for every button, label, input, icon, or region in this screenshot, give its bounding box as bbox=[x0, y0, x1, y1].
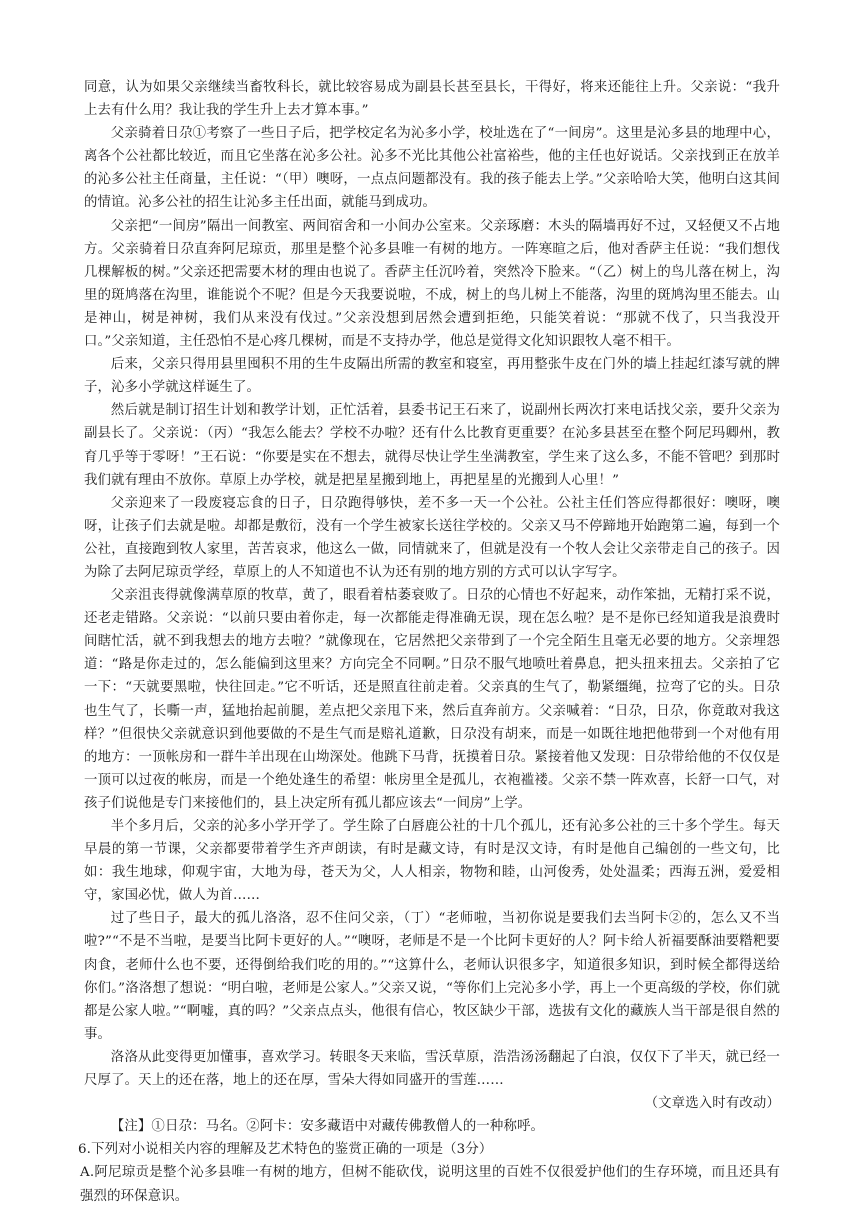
paragraph-7: 父亲沮丧得就像满草原的牧草，黄了，眼看着枯萎衰败了。日尕的心情也不好起来，动作笨拙，无精打采不说，还老走错路。父亲说：“以前只要由着你走，每一次都能走得准确无误，现在怎么啦？是不是你已经知道我是浪费时间瞎忙活，就不到我想去的地方去啦？”就像现在，它居然把父亲带到了一个完全陌生且毫无必要的地方。父亲埋怨道：“路是你走过的，怎么能偏到这里来？方向完全不同啊。”日尕不服气地喷吐着鼻息，把头扭来扭去。父亲拍了它一下：“天就要黑啦，快往回走。”它不听话，还是照直往前走着。父亲真的生气了，勒紧缰绳，拉弯了它的头。日尕也生气了，长嘶一声，猛地抬起前腿，差点把父亲甩下来，然后直奔前方。父亲喊着：“日尕，日尕，你竟敢对我这样？”但很快父亲就意识到他要做的不是生气而是赔礼道歉，日尕没有胡来，而是一如既往地把他带到一个对他有用的地方：一顶帐房和一群牛羊出现在山坳深处。他跳下马背，抚摸着日尕。紧接着他又发现：日尕带给他的不仅仅是一顶可以过夜的帐房，而是一个绝处逢生的希望：帐房里全是孤儿，衣袍褴褛。父亲不禁一阵欢喜，长舒一口气，对孩子们说他是专门来接他们的，县上决定所有孤儿都应该去“一间房”上学。 bbox=[84, 588, 780, 811]
paragraph-10: 洛洛从此变得更加懂事，喜欢学习。转眼冬天来临，雪沃草原，浩浩汤汤翻起了白浪，仅仅下了半天，就已经一尺厚了。天上的还在落，地上的还在厚，雪朵大得如同盛开的雪莲…… bbox=[84, 1049, 780, 1089]
paragraph-9: 过了些日子，最大的孤儿洛洛，忍不住问父亲，（丁）“老师啦，当初你说是要我们去当阿卡②的，怎么又不当啦?”“不是不当啦，是要当比阿卡更好的人。”“噢呀，老师是不是一个比阿卡更好的人？阿卡给人祈福要酥油要糌粑要肉食，老师什么也不要，还得倒给我们吃的用的。”“这算什么，老师认识很多字，知道很多知识，到时候全都得送给你们。”洛洛想了想说：“明白啦，老师是公家人。”父亲又说，“等你们上完沁多小学，再上一个更高级的学校，你们就都是公家人啦。”“啊嘘，真的吗？”父亲点点头，他很有信心，牧区缺少干部，选拔有文化的藏族人当干部是很自然的事。 bbox=[84, 911, 780, 1042]
paragraph-3: 父亲把“一间房”隔出一间教室、两间宿舍和一小间办公室来。父亲琢磨：木头的隔墙再好不过，又轻便又不占地方。父亲骑着日尕直奔阿尼琼贡，那里是整个沁多县唯一有树的地方。一阵寒暄之后，他对香萨主任说：“我们想伐几棵解板的树。”父亲还把需要木材的理由也说了。香萨主任沉吟着，突然冷下脸来。“（乙）树上的鸟儿落在树上，沟里的斑鸠落在沟里，谁能说个不呢？但是今天我要说啦，不成，树上的鸟儿树上不能落，沟里的斑鸠沟里丕能去。山是神山，树是神树，我们从来没有伐过。”父亲没想到居然会遭到拒绝，只能笑着说：“那就不伐了，只当我没开口。”父亲知道，主任恐怕不是心疼几棵树，而是不支持办学，他总是觉得文化知识跟牧人毫不相干。 bbox=[84, 218, 780, 350]
paragraph-5: 然后就是制订招生计划和教学计划，正忙活着，县委书记王石来了，说副州长两次打来电话找父亲，要升父亲为副县长了。父亲说：（丙）“我怎么能去？学校不办啦？还有什么比教育更重要？在沁多县甚至在整个阿尼玛卿州，教育几乎等于零呀！”王石说：“你要是实在不想去，就得尽快让学生坐满教室，学生来了这么多，不能不管吧？到那时我们就有理由不放你。草原上办学校，就是把星星搬到地上，再把星星的光搬到人心里！” bbox=[84, 403, 780, 488]
paragraph-2: 父亲骑着日尕①考察了一些日子后，把学校定名为沁多小学，校址选在了“一间房”。这里是沁多县的地理中心，离各个公社都比较近，而且它坐落在沁多公社。沁多不光比其他公社富裕些，他的主任也好说话。父亲找到正在放羊的沁多公社主任商量，主任说：“（甲）噢呀，一点点问题都没有。我的孩子能去上学。”父亲哈哈大笑，他明白这其间的情谊。沁多公社的招生让沁多主任出面，就能马到成功。 bbox=[84, 126, 780, 211]
option-a: A.阿尼琼贡是整个沁多县唯一有树的地方，但树不能砍伐，说明这里的百姓不仅很爱护他们的生存环境，而且还具有强烈的环保意识。 bbox=[80, 1165, 780, 1204]
source-credit: （文章选入时有改动） bbox=[644, 1096, 780, 1112]
footnote: 【注】①日尕：马名。②阿卡：安多藏语中对藏传佛教僧人的一种称呼。 bbox=[110, 1119, 545, 1135]
paragraph-1: 同意，认为如果父亲继续当畜牧科长，就比较容易成为副县长甚至县长，干得好，将来还能往上升。父亲说：“我升上去有什么用？我让我的学生升上去才算本事。” bbox=[84, 80, 780, 119]
paragraph-6: 父亲迎来了一段废寝忘食的日子，日尕跑得够快，差不多一天一个公社。公社主任们答应得都很好：噢呀，噢呀，让孩子们去就是啦。却都是敷衍，没有一个学生被家长送往学校的。父亲又马不停蹄地开始跑第二遍，每到一个公社，直接跑到牧人家里，苦苦哀求，他这么一做，同情就来了，但就是没有一个牧人会让父亲带走自己的孩子。因为除了去阿尼琼贡学经，草原上的人不知道也不认为还有别的地方别的方式可以认字写字。 bbox=[84, 495, 780, 580]
question-6: 6.下列对小说相关内容的理解及艺术特色的鉴赏正确的一项是（3分） bbox=[78, 1142, 493, 1158]
paragraph-8: 半个多月后，父亲的沁多小学开学了。学生除了白唇鹿公社的十几个孤儿，还有沁多公社的三十多个学生。每天早晨的第一节课，父亲都要带着学生齐声朗读，有时是藏文诗，有时是汉文诗，有时是他自己编创的一些文句，比如：我生地球，仰观宇宙，大地为母，苍天为父，人人相亲，物物和睦，山河俊秀，处处温柔；西海五洲，爱爱相守，家国必忧，做人为首…… bbox=[84, 819, 780, 904]
paragraph-4: 后来，父亲只得用县里囤积不用的生牛皮隔出所需的教室和寝室，再用整张牛皮在门外的墙上挂起红漆写就的牌子，沁多小学就这样诞生了。 bbox=[84, 357, 780, 396]
